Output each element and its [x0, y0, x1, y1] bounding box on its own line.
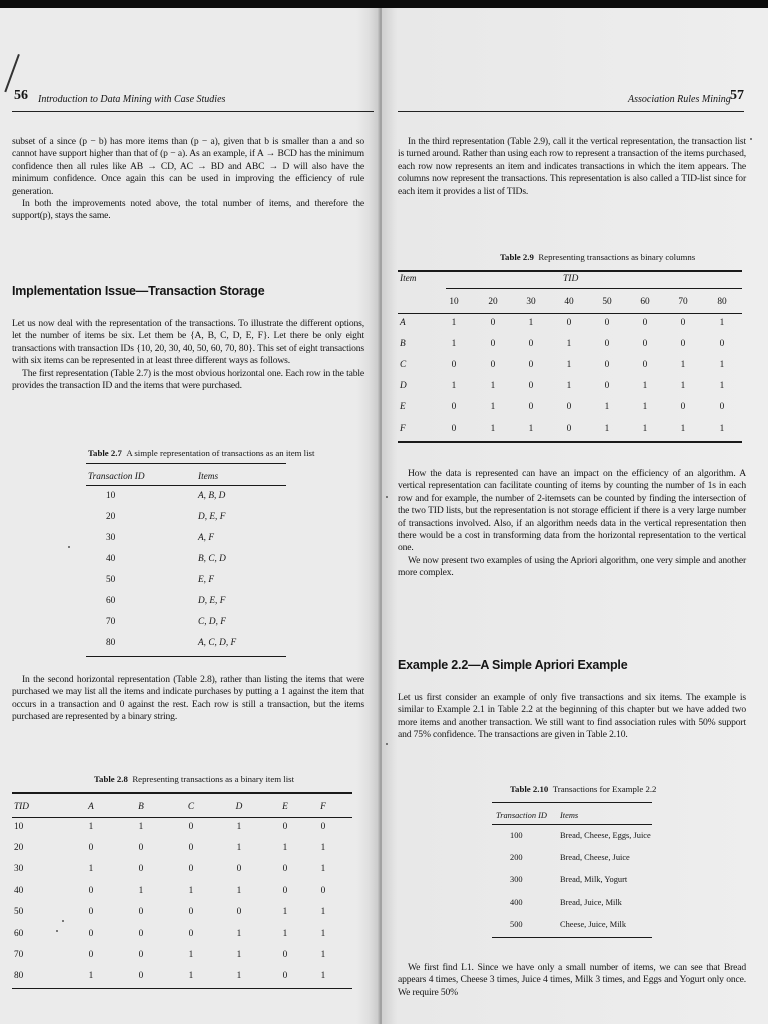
table-cell: 400: [510, 897, 523, 907]
table-row: [88, 569, 284, 590]
table-cell: Bread, Milk, Yogurt: [560, 875, 628, 885]
table-cell: 1: [604, 402, 610, 413]
example-heading: Example 2.2—A Simple Apriori Example: [398, 658, 628, 672]
table-cell: B: [400, 338, 406, 349]
table-cell: 0: [490, 338, 496, 349]
scan-speck: [68, 546, 70, 548]
column-header: B: [138, 802, 144, 812]
table-cell: B, C, D: [198, 553, 226, 564]
table-cell: 0: [490, 359, 496, 370]
body-text-bottom: [12, 674, 364, 724]
table-row: [14, 816, 338, 837]
table-cell: 0: [282, 885, 288, 896]
table-cell: 0: [642, 317, 648, 328]
table-cell: 0: [188, 843, 194, 854]
table-cell: 0: [528, 359, 534, 370]
table-cell: 1: [88, 971, 94, 982]
table-cell: 0: [188, 928, 194, 939]
table-cell: 0: [604, 381, 610, 392]
table-cell: 0: [88, 885, 94, 896]
table-cell: 0: [188, 821, 194, 832]
column-header: C: [187, 802, 195, 812]
table-rule: [12, 817, 352, 818]
table-cell: 0: [138, 928, 144, 939]
paragraph: The first representation (Table 2.7) is the most obvious horizontal one. Each row in the table provides the transaction ID and the items that were purchased.: [12, 367, 364, 392]
scan-speck: [62, 920, 64, 922]
paragraph: In the second horizontal representation (Table 2.8), rather than listing the items that were purchased we may list all the items and indicate purchases by putting a 1 against the item that occurs in a transaction and 0 against the rest. Each row is still a transaction, but the items purchased are represented by a binary string.: [12, 674, 364, 723]
body-text-example: [398, 692, 746, 742]
table-cell: 1: [528, 423, 534, 434]
table-cell: 0: [528, 381, 534, 392]
table-cell: 0: [138, 950, 144, 961]
table-cell: 500: [510, 920, 523, 930]
paragraph: We first find L1. Since we have only a small number of items, we can see that Bread appears 4 times, Cheese 3 times, Juice 4 times, Milk 3 times, and Eggs and Yogurt only once. We require 50%: [398, 962, 746, 998]
table-cell: 1: [236, 971, 242, 982]
body-text-mid: [12, 318, 364, 392]
table-row: [14, 923, 338, 944]
table-cell: 0: [188, 864, 194, 875]
table-cell: 1: [320, 971, 326, 982]
table-rule: [86, 656, 286, 657]
table-cell: 1: [138, 885, 144, 896]
column-header: 80: [717, 297, 727, 307]
scan-speck: [386, 496, 388, 498]
column-header: E: [282, 802, 288, 812]
table-row: [88, 590, 284, 611]
table-row: [496, 869, 654, 891]
table-cell: 0: [528, 402, 534, 413]
column-header: 30: [526, 297, 536, 307]
table-cell: 1: [566, 381, 572, 392]
body-text-top: [12, 136, 364, 223]
table-cell: 1: [451, 381, 457, 392]
table-cell: Bread, Juice, Milk: [560, 897, 622, 907]
table-row: [496, 846, 654, 868]
column-header: 60: [640, 297, 650, 307]
table-cell: 0: [719, 338, 725, 349]
table-cell: 0: [680, 402, 686, 413]
table-cell: 1: [490, 381, 496, 392]
table-cell: 10: [106, 490, 116, 501]
table-cell: 30: [14, 864, 24, 875]
table-cell: A, F: [198, 532, 215, 543]
table-row: [496, 914, 654, 936]
table-cell: 1: [604, 423, 610, 434]
column-header: 10: [449, 297, 459, 307]
table-cell: 1: [320, 907, 326, 918]
table-cell: 30: [106, 532, 116, 543]
table-cell: D, E, F: [198, 595, 226, 606]
table-rule: [398, 270, 742, 272]
table-rule: [492, 802, 652, 803]
table-cell: 0: [88, 928, 94, 939]
table-row: [400, 418, 742, 439]
table-row: [400, 354, 742, 375]
table-cell: 0: [451, 402, 457, 413]
table-title: Representing transactions as binary columns: [538, 252, 696, 262]
header-rule: [12, 111, 374, 112]
table-row: [14, 966, 338, 987]
table-cell: 0: [282, 971, 288, 982]
table-rule: [398, 313, 742, 314]
column-header: 40: [564, 297, 574, 307]
table-cell: 0: [604, 317, 610, 328]
column-header: 50: [602, 297, 612, 307]
column-header: F: [320, 802, 326, 812]
table-cell: 0: [88, 907, 94, 918]
table-row: [400, 397, 742, 418]
table-cell: 1: [88, 821, 94, 832]
table-cell: 0: [88, 843, 94, 854]
table-cell: 1: [282, 928, 288, 939]
table-cell: 1: [566, 338, 572, 349]
header-rule: [398, 111, 744, 112]
table-caption: [510, 784, 656, 794]
table-cell: 0: [282, 821, 288, 832]
table-cell: D, E, F: [198, 511, 226, 522]
table-cell: 60: [106, 595, 116, 606]
table-2-8: [14, 798, 338, 987]
table-cell: Cheese, Juice, Milk: [560, 920, 627, 930]
table-title: A simple representation of transactions as an item list: [126, 448, 315, 458]
table-cell: 1: [88, 864, 94, 875]
table-label: Table 2.9: [500, 252, 534, 262]
table-cell: F: [400, 423, 406, 434]
column-header: Item: [400, 274, 417, 284]
table-cell: 1: [236, 950, 242, 961]
table-row: [14, 880, 338, 901]
tid-group-header: TID: [563, 274, 579, 284]
table-cell: 10: [14, 821, 24, 832]
table-row: [88, 527, 284, 548]
table-cell: E: [400, 402, 406, 413]
column-header: Items: [198, 471, 219, 482]
paragraph: In the third representation (Table 2.9), call it the vertical representation, the transaction list is turned around. Rather than using each row to represent a transaction of the items purchased, each row now represents an item and indicates transactions in which the item appears. The columns now represent the transactions. This representation is also called a TID-list since for each item it provides a list of TIDs.: [398, 136, 746, 197]
table-row: [400, 333, 742, 354]
table-cell: 300: [510, 875, 523, 885]
pencil-mark: [4, 54, 20, 92]
table-cell: 1: [680, 423, 686, 434]
table-cell: C: [400, 359, 407, 370]
table-cell: 80: [106, 637, 116, 648]
table-row: [496, 891, 654, 913]
table-caption: [500, 252, 695, 262]
scan-top-band: [0, 0, 768, 8]
table-rule: [398, 441, 742, 443]
table-cell: 0: [490, 317, 496, 328]
table-cell: 0: [566, 402, 572, 413]
running-head: Introduction to Data Mining with Case Studies: [38, 94, 226, 105]
table-cell: 0: [566, 317, 572, 328]
table-cell: Bread, Cheese, Eggs, Juice: [560, 830, 651, 840]
paragraph: In both the improvements noted above, the total number of items, and therefore the support(p), stays the same.: [12, 198, 364, 222]
table-row: [400, 312, 742, 333]
table-cell: 0: [236, 907, 242, 918]
table-cell: 0: [138, 864, 144, 875]
column-header: 70: [678, 297, 688, 307]
table-cell: 0: [604, 359, 610, 370]
column-header: Items: [560, 811, 579, 820]
paragraph: Let us now deal with the representation of the transactions. To illustrate the different options, let the number of items be six. Let them be {A, B, C, D, E, F}. Let there be only eight transactions with transaction IDs {10, 20, 30, 40, 50, 60, 70, 80}. This set of eight transactions with six items can be represented in at least three different ways as follows.: [12, 318, 364, 367]
scan-speck: [386, 743, 388, 745]
table-cell: 1: [188, 885, 194, 896]
section-heading: Implementation Issue—Transaction Storage: [12, 284, 265, 298]
table-cell: 1: [719, 317, 725, 328]
table-row: [88, 506, 284, 527]
table-cell: A: [400, 317, 406, 328]
body-text-top: [398, 136, 746, 198]
table-cell: 100: [510, 830, 523, 840]
table-cell: 1: [236, 821, 242, 832]
page-number: 56: [14, 88, 28, 103]
table-label: Table 2.8: [94, 774, 128, 784]
column-header: 20: [488, 297, 498, 307]
scan-speck: [56, 930, 58, 932]
table-2-7: [88, 468, 284, 653]
paragraph: How the data is represented can have an impact on the efficiency of an algorithm. A vertical representation can facilitate counting of items by counting the number of 1s in each row and for example, the number of 2-itemsets can be counted by finding the intersection of the two TID lists, but the representation is not storage efficient if there is a very large number of transactions involved. Also, if an algorithm needs data in the vertical representation then there would be a cost in transforming data from the horizontal representation to the vertical one.: [398, 468, 746, 554]
table-rule: [446, 288, 742, 289]
column-header: A: [88, 802, 94, 812]
table-row: [14, 837, 338, 858]
table-cell: A, B, D: [198, 490, 226, 501]
page-number: 57: [730, 88, 744, 103]
table-cell: 1: [451, 317, 457, 328]
table-cell: D: [400, 381, 407, 392]
table-cell: 40: [14, 885, 24, 896]
table-cell: 1: [719, 359, 725, 370]
table-cell: 0: [236, 864, 242, 875]
table-row: [88, 632, 284, 653]
table-cell: 1: [490, 423, 496, 434]
table-cell: 1: [719, 423, 725, 434]
table-rule: [86, 463, 286, 464]
table-caption: [94, 774, 294, 784]
table-cell: 1: [282, 907, 288, 918]
table-cell: 50: [106, 574, 116, 585]
table-cell: 1: [320, 843, 326, 854]
book-spread: [0, 8, 768, 1024]
table-row: [400, 376, 742, 397]
column-header: Transaction ID: [496, 811, 547, 820]
table-rule: [492, 937, 652, 938]
table-cell: 1: [642, 381, 648, 392]
table-cell: 1: [451, 338, 457, 349]
table-cell: 1: [236, 885, 242, 896]
table-cell: 0: [680, 338, 686, 349]
body-text-mid: [398, 468, 746, 580]
table-cell: 1: [642, 423, 648, 434]
table-rule: [12, 792, 352, 794]
left-page: [0, 8, 383, 1024]
table-cell: 0: [138, 971, 144, 982]
table-cell: 0: [88, 950, 94, 961]
table-rule: [492, 824, 652, 825]
table-cell: 0: [138, 843, 144, 854]
table-row: [88, 548, 284, 569]
table-cell: 1: [282, 843, 288, 854]
table-cell: 1: [320, 864, 326, 875]
table-cell: C, D, F: [198, 616, 226, 627]
table-cell: 0: [451, 359, 457, 370]
table-cell: 1: [236, 843, 242, 854]
body-text-bottom: [398, 962, 746, 999]
table-cell: 0: [282, 864, 288, 875]
table-label: Table 2.10: [510, 784, 549, 794]
table-cell: 20: [14, 843, 24, 854]
table-cell: 0: [188, 907, 194, 918]
table-row: [14, 859, 338, 880]
table-cell: 0: [642, 359, 648, 370]
column-header: TID: [14, 802, 29, 812]
table-cell: 1: [680, 359, 686, 370]
table-title: Representing transactions as a binary item list: [132, 774, 295, 784]
table-caption: [88, 448, 314, 458]
table-2-10: [496, 807, 654, 936]
table-cell: 0: [138, 907, 144, 918]
table-cell: 70: [14, 950, 24, 961]
scan-speck: [750, 138, 752, 140]
table-cell: 0: [282, 950, 288, 961]
table-cell: 0: [451, 423, 457, 434]
running-head: Association Rules Mining: [628, 94, 731, 105]
column-header: Transaction ID: [88, 471, 145, 482]
table-cell: 1: [236, 928, 242, 939]
paragraph: Let us first consider an example of only five transactions and six items. The example is similar to Example 2.1 in Table 2.2 at the beginning of this chapter but we have added two more items and another transaction. We still want to find association rules with 50% support and 75% confidence. The transactions are given in Table 2.10.: [398, 692, 746, 741]
table-cell: 0: [320, 821, 326, 832]
table-cell: 1: [490, 402, 496, 413]
table-cell: 1: [138, 821, 144, 832]
table-cell: 1: [642, 402, 648, 413]
table-rule: [86, 485, 286, 486]
table-cell: 0: [680, 317, 686, 328]
right-page: [382, 8, 768, 1024]
table-cell: 50: [14, 907, 24, 918]
table-cell: 200: [510, 853, 523, 863]
paragraph: We now present two examples of using the Apriori algorithm, one very simple and another more complex.: [398, 554, 746, 579]
table-cell: 0: [566, 423, 572, 434]
column-header: D: [235, 802, 243, 812]
table-cell: 0: [604, 338, 610, 349]
table-rule: [12, 988, 352, 989]
table-cell: E, F: [198, 574, 215, 585]
table-cell: 1: [188, 950, 194, 961]
table-cell: 0: [719, 402, 725, 413]
table-row: [88, 611, 284, 632]
table-cell: 20: [106, 511, 116, 522]
table-cell: 1: [566, 359, 572, 370]
table-row: [496, 824, 654, 846]
table-label: Table 2.7: [88, 448, 122, 458]
table-cell: 60: [14, 928, 24, 939]
table-row: [88, 485, 284, 506]
table-cell: 1: [320, 950, 326, 961]
table-cell: 0: [528, 338, 534, 349]
table-cell: 1: [320, 928, 326, 939]
table-cell: 1: [680, 381, 686, 392]
table-cell: 1: [719, 381, 725, 392]
table-cell: 40: [106, 553, 116, 564]
table-cell: 0: [642, 338, 648, 349]
table-cell: 0: [320, 885, 326, 896]
paragraph: subset of a since (p − b) has more items than (p − a), given that b is smaller than a and so cannot have support higher than that of (p − a). As an example, if A → BCD has the minimum confidence then all rules like AB → CD, AC → BD and ABC → D will also have the minimum confidence. Once again this can be used in improving the efficiency of rule generation.: [12, 136, 364, 197]
table-title: Transactions for Example 2.2: [552, 784, 657, 794]
table-cell: 70: [106, 616, 116, 627]
table-cell: 1: [528, 317, 534, 328]
table-cell: Bread, Cheese, Juice: [560, 853, 630, 863]
table-row: [14, 944, 338, 965]
table-cell: A, C, D, F: [198, 637, 237, 648]
table-cell: 80: [14, 971, 24, 982]
table-cell: 1: [188, 971, 194, 982]
